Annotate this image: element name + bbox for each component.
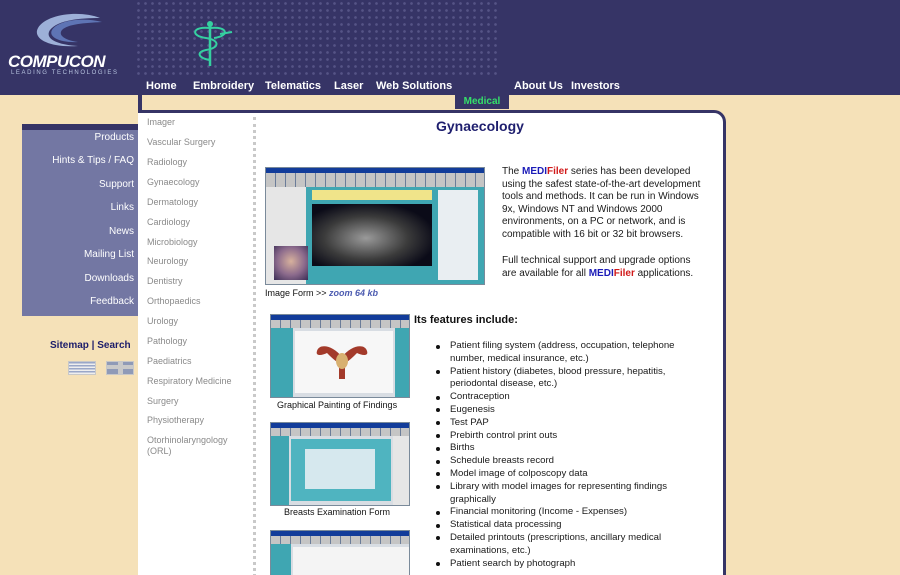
features-list bbox=[436, 340, 706, 570]
feature-item: Patient history (diabetes, blood pressure, hepatitis, periodontal disease, etc.) bbox=[436, 366, 706, 392]
screenshot-toolbar bbox=[271, 428, 409, 436]
subnav-item-urology[interactable]: Urology bbox=[147, 316, 179, 326]
nav-investors[interactable]: Investors bbox=[571, 80, 620, 92]
site-links bbox=[50, 340, 131, 351]
sitemap-link[interactable]: Sitemap bbox=[50, 340, 89, 351]
left-sidebar-menu bbox=[22, 130, 140, 316]
ultrasound-image bbox=[312, 204, 432, 266]
feature-item: Library with model images for representing findings graphically bbox=[436, 481, 706, 507]
features-heading: Its features include: bbox=[414, 314, 518, 326]
screenshot-palette bbox=[395, 328, 410, 398]
page-title: Gynaecology bbox=[436, 118, 524, 134]
sidebar-item-downloads[interactable]: Downloads bbox=[84, 273, 134, 284]
feature-item: Schedule breasts record bbox=[436, 455, 706, 468]
site-links-separator: | bbox=[88, 340, 98, 351]
nav-laser[interactable]: Laser bbox=[334, 80, 364, 92]
sidebar-item-feedback[interactable]: Feedback bbox=[90, 296, 134, 307]
screenshot-side-panel bbox=[271, 436, 289, 506]
image-form-screenshot[interactable] bbox=[265, 167, 485, 285]
feature-item: Contraception bbox=[436, 391, 706, 404]
subnav-item-physiotherapy[interactable]: Physiotherapy bbox=[147, 415, 205, 425]
sidebar-item-news[interactable]: News bbox=[108, 226, 134, 237]
image-form-caption-label: Image Form >> bbox=[265, 288, 330, 298]
feature-item: Detailed printouts (prescriptions, ancillary medical examinations, etc.) bbox=[436, 532, 706, 558]
subnav-item-cardiology[interactable]: Cardiology bbox=[147, 217, 191, 227]
product-name-part2: Filer bbox=[613, 267, 635, 279]
graphical-painting-screenshot[interactable] bbox=[270, 314, 410, 398]
patient-photo bbox=[274, 246, 308, 280]
feature-item: Financial monitoring (Income - Expenses) bbox=[436, 506, 706, 519]
subnav-item-gynaecology[interactable]: Gynaecology bbox=[147, 177, 200, 187]
support-text-start: Full technical support and upgrade options are available for all bbox=[502, 255, 691, 279]
left-sidebar bbox=[22, 124, 140, 316]
product-name bbox=[522, 166, 568, 177]
subnav-item-pathology[interactable]: Pathology bbox=[147, 336, 188, 346]
screenshot-side-panel bbox=[271, 328, 293, 398]
image-form-caption bbox=[265, 288, 378, 298]
nav-embroidery[interactable]: Embroidery bbox=[193, 80, 255, 92]
tab-medical-active[interactable]: Medical bbox=[455, 95, 509, 109]
feature-item: Patient filing system (address, occupation, telephone number, medical insurance, etc.) bbox=[436, 340, 706, 366]
feature-item: Eugenesis bbox=[436, 404, 706, 417]
logo-name: COMPUCON bbox=[8, 52, 106, 71]
logo-swoosh-icon bbox=[28, 12, 108, 50]
product-name-part1: MEDI bbox=[522, 166, 548, 177]
painting-caption: Graphical Painting of Findings bbox=[277, 400, 398, 410]
feature-item: Prebirth control print outs bbox=[436, 430, 706, 443]
subnav-item-vascular-surgery[interactable]: Vascular Surgery bbox=[147, 137, 216, 147]
nav-telematics[interactable]: Telematics bbox=[265, 80, 322, 92]
screenshot-field bbox=[312, 190, 432, 200]
subnav-item-surgery[interactable]: Surgery bbox=[147, 396, 179, 406]
screenshot-dialog bbox=[305, 449, 375, 489]
subnav-item-paediatrics[interactable]: Paediatrics bbox=[147, 356, 192, 366]
nav-about-us[interactable]: About Us bbox=[514, 80, 563, 92]
subnav-item-dentistry[interactable]: Dentistry bbox=[147, 276, 183, 286]
sidebar-item-links[interactable]: Links bbox=[110, 202, 134, 213]
feature-item: Births bbox=[436, 442, 706, 455]
feature-item: Model image of colposcopy data bbox=[436, 468, 706, 481]
subnav-item-microbiology[interactable]: Microbiology bbox=[147, 237, 198, 247]
intro-text-start: The bbox=[502, 166, 523, 177]
feature-item: Patient search by photograph bbox=[436, 558, 706, 571]
subnav-item-respiratory-medicine[interactable]: Respiratory Medicine bbox=[147, 376, 232, 386]
product-name-part2: Filer bbox=[547, 166, 569, 177]
breasts-examination-screenshot[interactable] bbox=[270, 422, 410, 506]
intro-paragraph bbox=[502, 166, 707, 242]
subnav-dotted-divider bbox=[253, 117, 256, 575]
subnav-item-neurology[interactable]: Neurology bbox=[147, 256, 189, 266]
intro-text-end: series has been developed using the safest state-of-the-art development tools and methods. It can be run in Windows 9x, Windows NT and Windows 2000 environments, on a PC or network, and is compatible with 16 bit or 32 bit browsers. bbox=[502, 166, 701, 240]
caduceus-icon bbox=[186, 18, 240, 68]
compucon-logo[interactable] bbox=[6, 8, 136, 74]
screenshot-toolbar bbox=[271, 320, 409, 328]
third-form-screenshot[interactable] bbox=[270, 530, 410, 575]
subnav-item-imager[interactable]: Imager bbox=[147, 117, 176, 127]
product-name bbox=[589, 268, 635, 279]
feature-item: Statistical data processing bbox=[436, 519, 706, 532]
subnav-item-dermatology[interactable]: Dermatology bbox=[147, 197, 199, 207]
zoom-link[interactable]: zoom 64 kb bbox=[329, 288, 379, 298]
breasts-caption: Breasts Examination Form bbox=[284, 507, 391, 517]
screenshot-toolbar bbox=[266, 173, 484, 187]
flag-uk-icon[interactable] bbox=[106, 361, 134, 375]
nav-home[interactable]: Home bbox=[146, 80, 177, 92]
screenshot-right-panel bbox=[438, 190, 478, 280]
screenshot-side-panel bbox=[271, 544, 291, 575]
screenshot-body bbox=[293, 547, 409, 575]
screenshot-right-panel bbox=[393, 436, 410, 506]
screenshot-toolbar bbox=[271, 536, 409, 544]
subnav-item-radiology[interactable]: Radiology bbox=[147, 157, 188, 167]
sidebar-item-hints-faq[interactable]: Hints & Tips / FAQ bbox=[52, 155, 134, 166]
subnav-item-orthopaedics[interactable]: Orthopaedics bbox=[147, 296, 201, 306]
feature-item: Test PAP bbox=[436, 417, 706, 430]
sidebar-item-products[interactable]: Products bbox=[94, 132, 134, 143]
search-link[interactable]: Search bbox=[97, 340, 131, 351]
support-paragraph bbox=[502, 255, 707, 280]
product-name-part1: MEDI bbox=[588, 267, 614, 279]
subnav-item-otorhinolaryngology[interactable]: Otorhinolaryngology (ORL) bbox=[147, 435, 228, 456]
logo-tagline: LEADING TECHNOLOGIES bbox=[11, 70, 119, 76]
sidebar-item-support[interactable]: Support bbox=[98, 179, 134, 190]
flag-greece-icon[interactable] bbox=[68, 361, 96, 375]
sidebar-item-mailing-list[interactable]: Mailing List bbox=[83, 249, 134, 260]
support-text-end: applications. bbox=[634, 267, 694, 279]
nav-web-solutions[interactable]: Web Solutions bbox=[376, 80, 453, 92]
anatomy-drawing-icon bbox=[313, 339, 371, 383]
